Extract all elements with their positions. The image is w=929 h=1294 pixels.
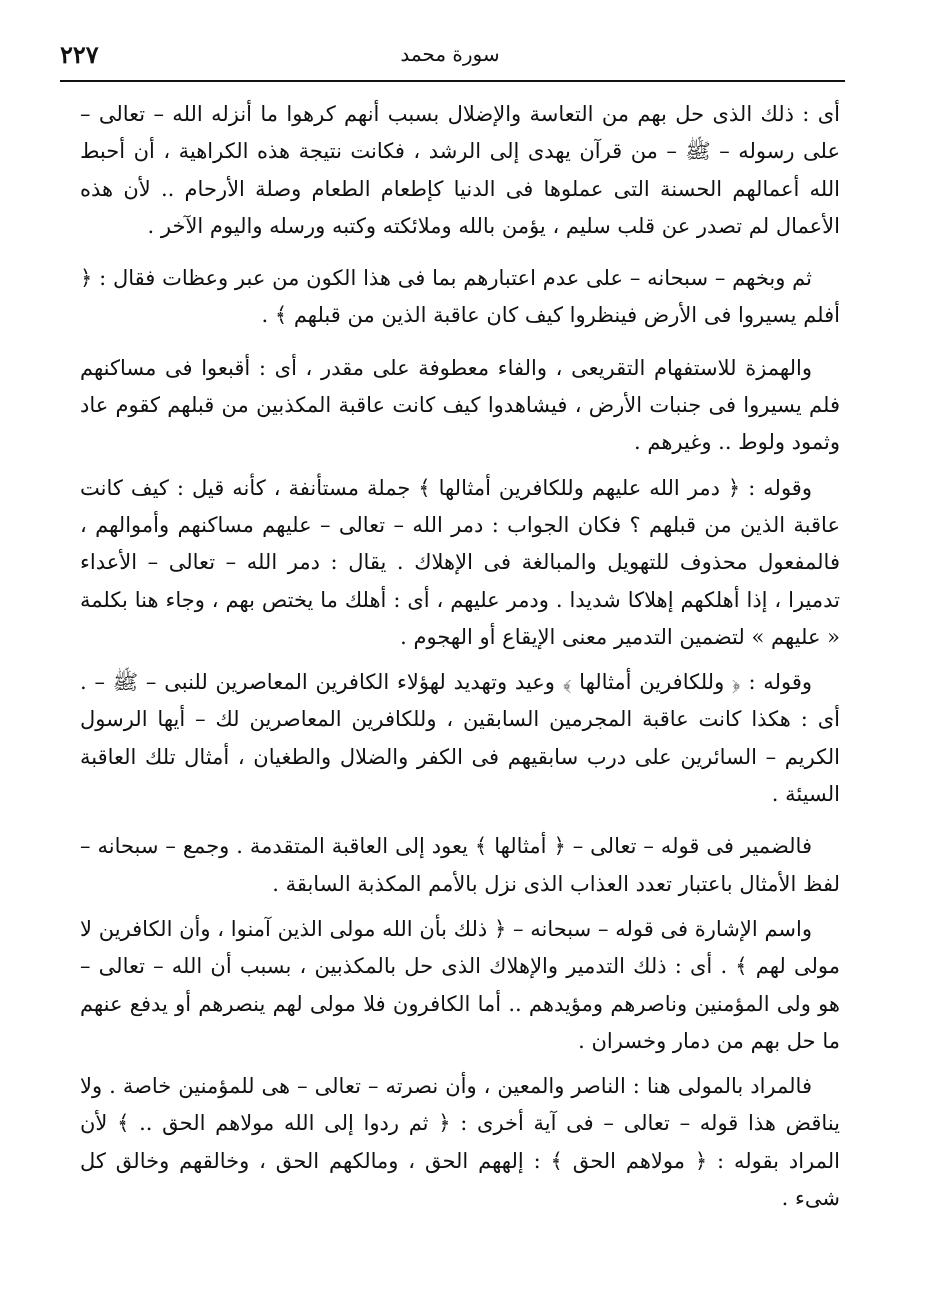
paragraph-5: وقوله : ﴿ وللكافرين أمثالها ﴾ وعيد وتهديد لهؤلاء الكافرين المعاصرين للنبى – ﷺ – . أى : هكذا كانت عاقبة المجرمين السابقين ، وللكافرين المعاصرين لك – أيها الرسول الكريم – السائرين على درب سابقيهم فى الكفر والضلال والطغيان ، أمثال تلك العاقبة السيئة . (80, 670, 840, 807)
header-rule (60, 80, 845, 82)
paragraph-7: واسم الإشارة فى قوله – سبحانه – ﴿ ذلك بأن الله مولى الذين آمنوا ، وأن الكافرين لا مولى لهم ﴾ . أى : ذلك التدمير والإهلاك الذى حل بالمكذبين ، بسبب أن الله – تعالى – هو ولى المؤمنين وناصرهم ومؤيدهم .. أما الكافرون فلا مولى لهم ينصرهم أو يدفع عنهم ما حل بهم من دمار وخسران . (80, 916, 840, 1053)
running-title: سورة محمد (400, 42, 500, 66)
page-number: ٢٢٧ (60, 40, 99, 69)
paragraph-2: ثم وبخهم – سبحانه – على عدم اعتبارهم بما فى هذا الكون من عبر وعظات فقال : ﴿ أفلم يسيروا فى الأرض فينظروا كيف كان عاقبة الذين من قبلهم ﴾ . (80, 266, 840, 328)
paragraph-4: وقوله : ﴿ دمر الله عليهم وللكافرين أمثالها ﴾ جملة مستأنفة ، كأنه قيل : كيف كانت عاقبة الذين من قبلهم ؟ فكان الجواب : دمر الله – تعالى – عليهم مساكنهم وأموالهم ، فالمفعول محذوف للتهويل والمبالغة فى الإهلاك . يقال : دمر الله – تعالى – الأعداء تدميرا ، إذا أهلكهم إهلاكا شديدا . ودمر عليهم ، أى : أهلك ما يختص بهم ، وجاء هنا بكلمة « عليهم » لتضمين التدمير معنى الإيقاع أو الهجوم . (80, 475, 840, 649)
body-text (80, 96, 840, 1217)
paragraph-8: فالمراد بالمولى هنا : الناصر والمعين ، وأن نصرته – تعالى – هى للمؤمنين خاصة . ولا يناقض هذا قوله – تعالى – فى آية أخرى : ﴿ ثم ردوا إلى الله مولاهم الحق .. ﴾ لأن المراد بقوله : ﴿ مولاهم الحق ﴾ : إلههم الحق ، ومالكهم الحق ، وخالقهم وخالق كل شىء . (80, 1074, 840, 1211)
paragraph-3: والهمزة للاستفهام التقريعى ، والفاء معطوفة على مقدر ، أى : أقبعوا فى مساكنهم فلم يسيروا فى جنبات الأرض ، فيشاهدوا كيف كانت عاقبة المكذبين من قبلهم كقوم عاد وثمود ولوط .. وغيرهم . (80, 355, 840, 455)
paragraph-1: أى : ذلك الذى حل بهم من التعاسة والإضلال بسبب أنهم كرهوا ما أنزله الله – تعالى – على رسوله – ﷺ – من قرآن يهدى إلى الرشد ، فكانت نتيجة هذه الكراهية ، أن أحبط الله أعمالهم الحسنة التى عملوها فى الدنيا كإطعام الطعام وصلة الأرحام .. لأن هذه الأعمال لم تصدر عن قلب سليم ، يؤمن بالله وملائكته وكتبه ورسله واليوم الآخر . (80, 102, 840, 238)
page-header (60, 34, 840, 78)
paragraph-6: فالضمير فى قوله – تعالى – ﴿ أمثالها ﴾ يعود إلى العاقبة المتقدمة . وجمع – سبحانه – لفظ الأمثال باعتبار تعدد العذاب الذى نزل بالأمم المكذبة السابقة . (80, 834, 840, 896)
